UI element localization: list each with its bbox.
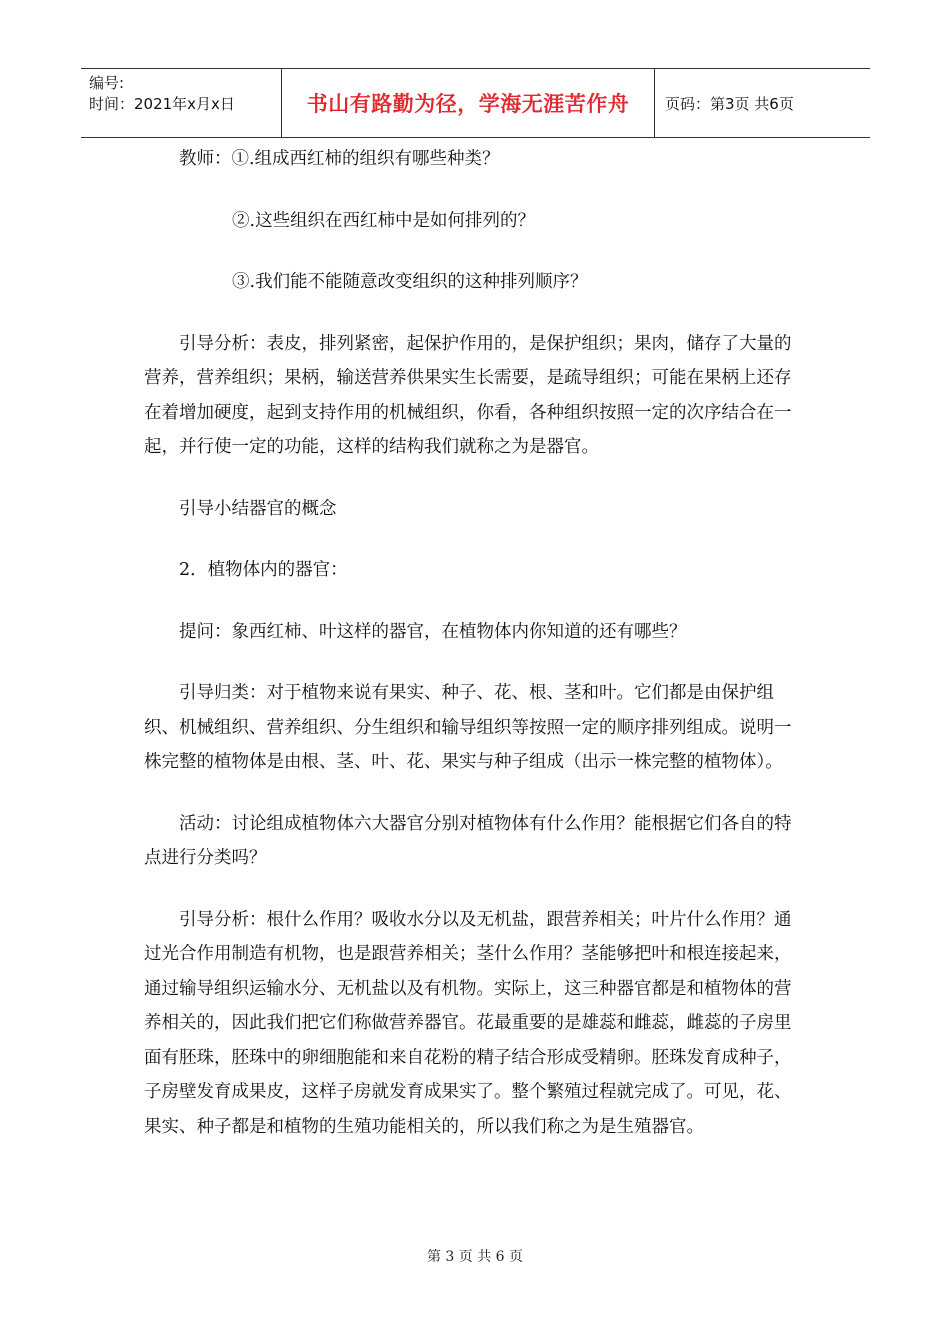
paragraph-organ-concept: 引导小结器官的概念 — [179, 498, 337, 519]
header-page-info: 页码：第3页 共6页 — [665, 94, 794, 113]
paragraph-teacher-question-2: ②.这些组织在西红柿中是如何排列的？ — [232, 210, 536, 231]
paragraph-activity: 活动：讨论组成植物体六大器官分别对植物体有什么作用？能根据它们各自的特点进行分类吗？ — [144, 813, 792, 868]
paragraph-guided-analysis-2: 引导分析：根什么作用？吸收水分以及无机盐，跟营养相关；叶片什么作用？通过光合作用制造有机物，也是跟营养相关；茎什么作用？茎能够把叶和根连接起来，通过输导组织运输水分、无机盐以及有机物。实际上，这三种器官都是和植物体的营养相关的，因此我们把它们称做营养器官。花最重要的是雄蕊和雌蕊，雌蕊的子房里面有胚珠，胚珠中的卵细胞能和来自花粉的精子结合形成受精卵。胚珠发育成种子，子房壁发育成果皮，这样子房就发育成果实了。整个繁殖过程就完成了。可见，花、果实、种子都是和植物的生殖功能相关的，所以我们称之为是生殖器官。 — [144, 909, 792, 1137]
paragraph-question: 提问：象西红柿、叶这样的器官，在植物体内你知道的还有哪些？ — [179, 621, 687, 642]
number-label: 编号: — [89, 74, 125, 92]
paragraph-guided-classification: 引导归类：对于植物来说有果实、种子、花、根、茎和叶。它们都是由保护组织、机械组织、营养组织、分生组织和输导组织等按照一定的顺序排列组成。说明一株完整的植物体是由根、茎、叶、花、果实与种子组成（出示一株完整的植物体）。 — [144, 683, 792, 772]
time-label: 时间：2021年x月x日 — [89, 95, 235, 113]
paragraph-guided-analysis-1: 引导分析：表皮，排列紧密，起保护作用的，是保护组织；果肉，储存了大量的营养，营养组织；果柄，输送营养供果实生长需要，是疏导组织；可能在果柄上还存在着增加硬度，起到支持作用的机械组织，你看，各种组织按照一定的次序结合在一起，并行使一定的功能，这样的结构我们就称之为是器官。 — [144, 333, 792, 457]
paragraph-teacher-question-3: ③.我们能不能随意改变组织的这种排列顺序？ — [232, 272, 588, 292]
header-meta — [81, 69, 282, 137]
page-footer: 第 3 页 共 6 页 — [426, 1249, 524, 1265]
paragraph-teacher-question-1: 教师：①.组成西红柿的组织有哪些种类？ — [179, 149, 500, 169]
header-motto: 书山有路勤为径，学海无涯苦作舟 — [282, 69, 655, 137]
document-body — [144, 142, 804, 1144]
document-header — [81, 68, 870, 138]
paragraph-section-heading: 2．植物体内的器官： — [179, 560, 348, 580]
